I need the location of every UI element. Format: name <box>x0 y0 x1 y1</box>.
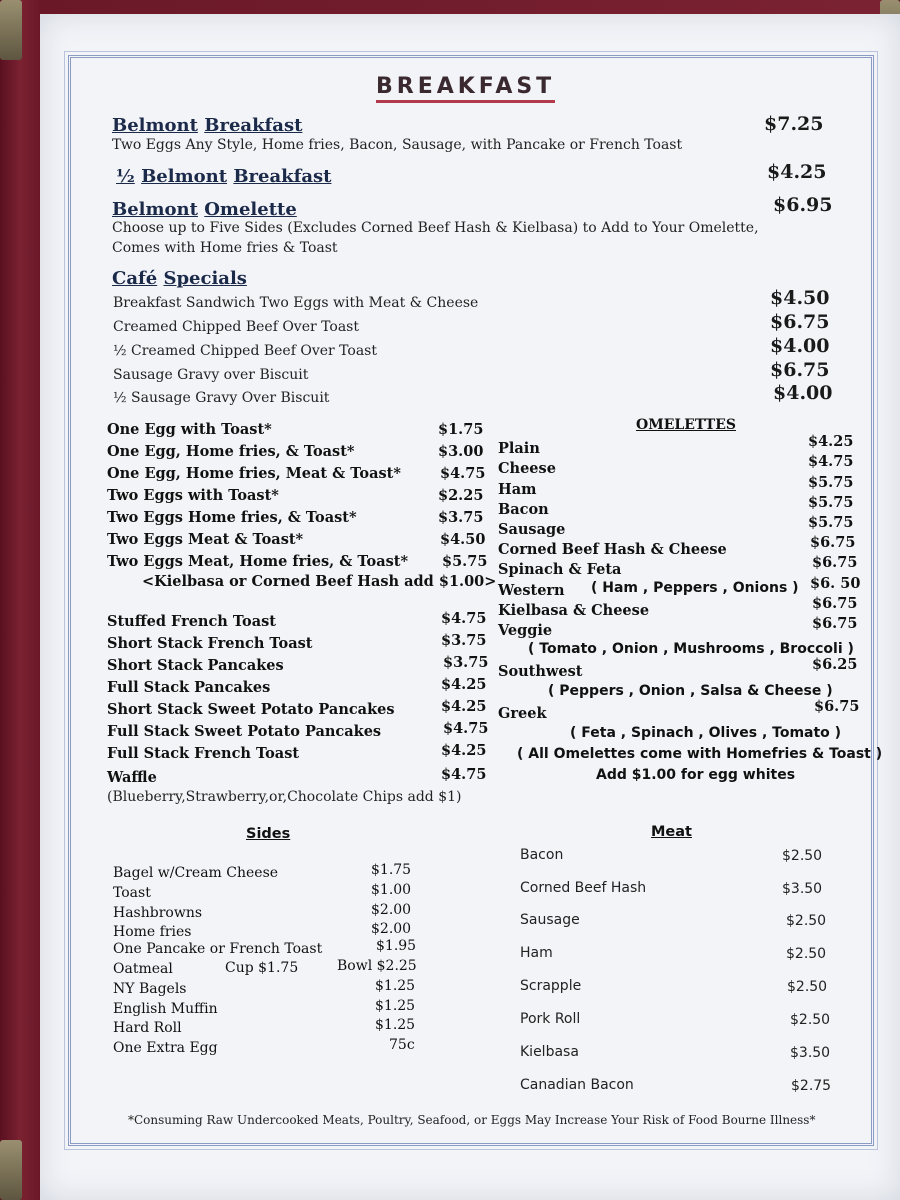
omelette-item-label: Veggie <box>498 622 553 639</box>
griddle-item-label: Full Stack French Toast <box>107 745 300 762</box>
meat-item-price: $2.50 <box>787 979 828 995</box>
greek-detail: ( Feta , Spinach , Olives , Tomato ) <box>570 725 842 741</box>
side-item-price: Bowl $2.25 <box>337 958 417 974</box>
griddle-item-label: Stuffed French Toast <box>107 613 276 630</box>
meat-item-label: Pork Roll <box>520 1011 581 1027</box>
cafe-specials-heading <box>112 268 247 289</box>
egg-item-price: $5.75 <box>442 553 488 570</box>
omelette-item-label: Corned Beef Hash & Cheese <box>498 541 727 558</box>
egg-item-label: Two Eggs Home fries, & Toast* <box>107 509 357 526</box>
griddle-item-label: Full Stack Pancakes <box>107 679 271 696</box>
egg-item-price: $3.00 <box>438 443 484 460</box>
griddle-item-price: $4.25 <box>441 698 487 715</box>
price-half-belmont-breakfast: $4.25 <box>767 161 827 183</box>
price-belmont-breakfast: $7.25 <box>764 113 824 135</box>
omelette-item-price: $6.75 <box>812 615 858 632</box>
omelette-item-price: $6.75 <box>814 698 860 715</box>
item-half-belmont-breakfast <box>116 166 331 187</box>
cafe-item-price: $6.75 <box>770 359 830 381</box>
meat-item-label: Canadian Bacon <box>520 1077 634 1093</box>
cafe-item-label: ½ Creamed Chipped Beef Over Toast <box>113 343 377 359</box>
meat-item-price: $2.50 <box>790 1012 831 1028</box>
omelette-item-label: Greek <box>498 705 547 722</box>
cafe-item-label: Breakfast Sandwich Two Eggs with Meat & Cheese <box>113 295 479 311</box>
item-name-part: Belmont <box>112 115 198 136</box>
omelette-item-label: Sausage <box>498 521 566 538</box>
binder-corner-bottom-left <box>0 1140 22 1200</box>
egg-item-price: $4.75 <box>440 465 486 482</box>
cafe-item-label: Sausage Gravy over Biscuit <box>113 367 309 383</box>
meat-item-price: $3.50 <box>782 881 823 897</box>
eggs-note: <Kielbasa or Corned Beef Hash add $1.00> <box>142 573 497 590</box>
griddle-item-label: Short Stack Pancakes <box>107 657 284 674</box>
omelettes-note: ( All Omelettes come with Homefries & Toast ) <box>517 746 883 762</box>
menu-title: BREAKFAST <box>376 74 555 103</box>
price-belmont-omelette: $6.95 <box>773 194 833 216</box>
item-name-part: Belmont <box>141 166 228 187</box>
egg-item-price: $1.75 <box>438 421 484 438</box>
desc-belmont-breakfast: Two Eggs Any Style, Home fries, Bacon, Sausage, with Pancake or French Toast <box>112 137 683 153</box>
griddle-item-label: Short Stack Sweet Potato Pancakes <box>107 701 395 718</box>
omelette-item-label: Ham <box>498 481 537 498</box>
meat-item-price: $2.50 <box>786 913 827 929</box>
omelette-item-label: Spinach & Feta <box>498 561 622 578</box>
side-item-label: Hard Roll <box>113 1020 182 1036</box>
meat-item-price: $3.50 <box>790 1045 831 1061</box>
egg-whites-note: Add $1.00 for egg whites <box>596 767 796 783</box>
side-item-label: One Pancake or French Toast <box>113 941 323 957</box>
side-item-price: $1.75 <box>371 862 412 878</box>
meat-item-label: Ham <box>520 945 553 961</box>
desc-belmont-omelette-1: Choose up to Five Sides (Excludes Corned Beef Hash & Kielbasa) to Add to Your Omelette, <box>112 220 759 236</box>
meat-item-label: Sausage <box>520 912 580 928</box>
griddle-item-price: $4.25 <box>441 742 487 759</box>
side-item-label: English Muffin <box>113 1001 218 1017</box>
sides-heading: Sides <box>246 826 291 842</box>
veggie-detail: ( Tomato , Onion , Mushrooms , Broccoli ) <box>528 641 854 657</box>
side-item-label: One Extra Egg <box>113 1040 218 1056</box>
side-item-label: Bagel w/Cream Cheese <box>113 865 279 881</box>
omelette-item-price: $6.75 <box>812 554 858 571</box>
omelette-item-price: $5.75 <box>808 494 854 511</box>
egg-item-label: Two Eggs Meat, Home fries, & Toast* <box>107 553 409 570</box>
omelette-item-label: Cheese <box>498 460 556 477</box>
omelette-item-label: Bacon <box>498 501 549 518</box>
item-name-part: Belmont <box>112 199 198 220</box>
side-item-price: $2.00 <box>371 921 412 937</box>
heading-part: Specials <box>163 268 247 289</box>
cafe-item-label: Creamed Chipped Beef Over Toast <box>113 319 359 335</box>
griddle-item-label: Waffle <box>107 769 157 786</box>
griddle-item-price: $4.75 <box>443 720 489 737</box>
cafe-item-price: $4.00 <box>770 335 830 357</box>
side-item-label: Hashbrowns <box>113 905 203 921</box>
omelette-item-price: $6.75 <box>812 595 858 612</box>
griddle-item-price: $4.75 <box>441 766 487 783</box>
meat-item-price: $2.50 <box>786 946 827 962</box>
egg-item-label: Two Eggs Meat & Toast* <box>107 531 304 548</box>
desc-belmont-omelette-2: Comes with Home fries & Toast <box>112 240 338 256</box>
omelette-item-price: $6.75 <box>810 534 856 551</box>
side-item-label: Home fries <box>113 924 192 940</box>
omelette-item-label: Western <box>498 582 565 599</box>
side-item-price: $1.25 <box>375 978 416 994</box>
griddle-item-price: $4.75 <box>441 610 487 627</box>
egg-item-label: One Egg with Toast* <box>107 421 272 438</box>
omelettes-heading: OMELETTES <box>636 417 736 433</box>
omelette-item-price: $4.25 <box>808 433 854 450</box>
side-item-label: NY Bagels <box>113 981 187 997</box>
omelette-item-price: $5.75 <box>808 514 854 531</box>
item-belmont-omelette <box>112 199 297 220</box>
meat-item-price: $2.75 <box>791 1078 832 1094</box>
meat-item-label: Bacon <box>520 847 564 863</box>
meat-item-label: Corned Beef Hash <box>520 880 647 896</box>
omelette-item-price: $6. 50 <box>810 575 861 592</box>
meat-heading: Meat <box>651 824 692 840</box>
egg-item-price: $3.75 <box>438 509 484 526</box>
omelette-item-label: Kielbasa & Cheese <box>498 602 650 619</box>
meat-item-label: Scrapple <box>520 978 582 994</box>
griddle-item-price: $3.75 <box>441 632 487 649</box>
cafe-item-label: ½ Sausage Gravy Over Biscuit <box>113 390 330 406</box>
southwest-detail: ( Peppers , Onion , Salsa & Cheese ) <box>548 683 833 699</box>
omelette-item-label: Plain <box>498 440 540 457</box>
meat-item-label: Kielbasa <box>520 1044 579 1060</box>
item-name-part: Breakfast <box>233 166 332 187</box>
egg-item-label: One Egg, Home fries, & Toast* <box>107 443 355 460</box>
egg-item-label: One Egg, Home fries, Meat & Toast* <box>107 465 401 482</box>
omelette-item-price: $5.75 <box>808 474 854 491</box>
meat-item-price: $2.50 <box>782 848 823 864</box>
side-item-label: Toast <box>113 885 151 901</box>
omelette-item-price: $4.75 <box>808 453 854 470</box>
egg-item-label: Two Eggs with Toast* <box>107 487 279 504</box>
item-name-part: ½ <box>116 166 135 187</box>
heading-part: Café <box>112 268 158 289</box>
side-item-price: $2.00 <box>371 902 412 918</box>
binder-corner-top-left <box>0 0 22 60</box>
omelette-item-price: $6.25 <box>812 656 858 673</box>
cafe-item-price: $4.00 <box>773 382 833 404</box>
oatmeal-cup-price: Cup $1.75 <box>225 960 299 976</box>
egg-item-price: $4.50 <box>440 531 486 548</box>
griddle-item-price: $4.25 <box>441 676 487 693</box>
side-item-price: $1.95 <box>376 938 417 954</box>
footnote: *Consuming Raw Undercooked Meats, Poultry, Seafood, or Eggs May Increase Your Risk of Food Bourne Illness* <box>128 1113 816 1127</box>
omelette-item-label: Southwest <box>498 663 583 680</box>
griddle-item-label: Full Stack Sweet Potato Pancakes <box>107 723 382 740</box>
item-belmont-breakfast <box>112 115 302 136</box>
egg-item-price: $2.25 <box>438 487 484 504</box>
western-detail: ( Ham , Peppers , Onions ) <box>591 580 799 596</box>
cafe-item-price: $6.75 <box>770 311 830 333</box>
side-item-price: $1.00 <box>371 882 412 898</box>
waffle-note: (Blueberry,Strawberry,or,Chocolate Chips add $1) <box>107 789 462 805</box>
side-item-price: $1.25 <box>375 1017 416 1033</box>
side-item-price: $1.25 <box>375 998 416 1014</box>
griddle-item-label: Short Stack French Toast <box>107 635 313 652</box>
item-name-part: Breakfast <box>204 115 303 136</box>
side-item-price: 75c <box>389 1037 415 1053</box>
griddle-item-price: $3.75 <box>443 654 489 671</box>
side-item-label: Oatmeal <box>113 961 173 977</box>
cafe-item-price: $4.50 <box>770 287 830 309</box>
item-name-part: Omelette <box>204 199 297 220</box>
